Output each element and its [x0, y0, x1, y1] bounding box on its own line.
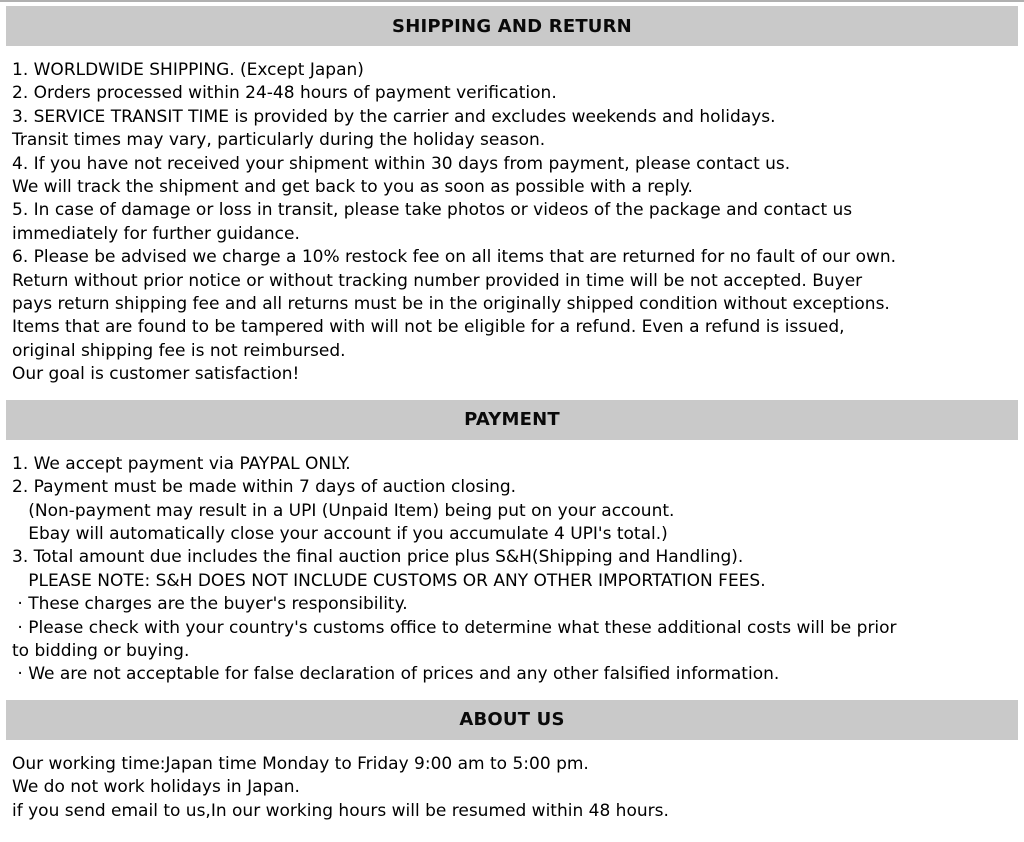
section-header: [6, 400, 1018, 440]
text-line: Transit times may vary, particularly during the holiday season.: [12, 130, 546, 151]
text-line: · We are not acceptable for false declaration of prices and any other falsified information.: [12, 664, 780, 685]
text-line: We do not work holidays in Japan.: [12, 777, 300, 798]
text-line: to bidding or buying.: [12, 640, 190, 661]
text-line: 1. We accept payment via PAYPAL ONLY.: [12, 453, 351, 474]
section-body: [0, 440, 1024, 700]
text-line: if you send email to us,In our working hours will be resumed within 48 hours.: [12, 800, 669, 821]
text-line: Our working time:Japan time Monday to Friday 9:00 am to 5:00 pm.: [12, 753, 589, 774]
text-line: · These charges are the buyer's responsibility.: [12, 594, 408, 615]
text-line: immediately for further guidance.: [12, 223, 300, 244]
text-line: pays return shipping fee and all returns must be in the originally shipped condition without exceptions.: [12, 294, 890, 315]
section-payment: [0, 400, 1024, 700]
section-title: PAYMENT: [464, 409, 560, 431]
text-line: Our goal is customer satisfaction!: [12, 364, 300, 385]
text-line: · Please check with your country's customs office to determine what these additional costs will be prior: [12, 617, 897, 638]
text-line: PLEASE NOTE: S&H DOES NOT INCLUDE CUSTOMS OR ANY OTHER IMPORTATION FEES.: [12, 570, 766, 591]
text-line: Items that are found to be tampered with will not be eligible for a refund. Even a refund is issued,: [12, 317, 845, 338]
section-about-us: [0, 700, 1024, 836]
section-body: [0, 46, 1024, 400]
text-line: original shipping fee is not reimbursed.: [12, 340, 346, 361]
section-shipping-return: [0, 6, 1024, 400]
text-line: 4. If you have not received your shipment within 30 days from payment, please contact us.: [12, 153, 791, 174]
text-line: 2. Payment must be made within 7 days of auction closing.: [12, 477, 517, 498]
section-header: [6, 700, 1018, 740]
text-line: Return without prior notice or without tracking number provided in time will be not accepted. Buyer: [12, 270, 863, 291]
text-line: We will track the shipment and get back to you as soon as possible with a reply.: [12, 177, 693, 198]
text-line: 3. SERVICE TRANSIT TIME is provided by the carrier and excludes weekends and holidays.: [12, 106, 776, 127]
text-line: 2. Orders processed within 24-48 hours of payment verification.: [12, 83, 557, 104]
text-line: 6. Please be advised we charge a 10% restock fee on all items that are returned for no fault of our own.: [12, 247, 897, 268]
section-body: [0, 740, 1024, 836]
top-border-line: [0, 0, 1024, 2]
text-line: Ebay will automatically close your account if you accumulate 4 UPI's total.): [12, 523, 668, 544]
section-title: SHIPPING AND RETURN: [392, 15, 632, 37]
text-line: 1. WORLDWIDE SHIPPING. (Except Japan): [12, 60, 364, 80]
section-title: ABOUT US: [459, 709, 565, 731]
text-line: (Non-payment may result in a UPI (Unpaid Item) being put on your account.: [12, 500, 675, 521]
section-header: [6, 6, 1018, 46]
text-line: 5. In case of damage or loss in transit, please take photos or videos of the package and contact us: [12, 200, 853, 221]
text-line: 3. Total amount due includes the final auction price plus S&H(Shipping and Handling).: [12, 547, 744, 568]
